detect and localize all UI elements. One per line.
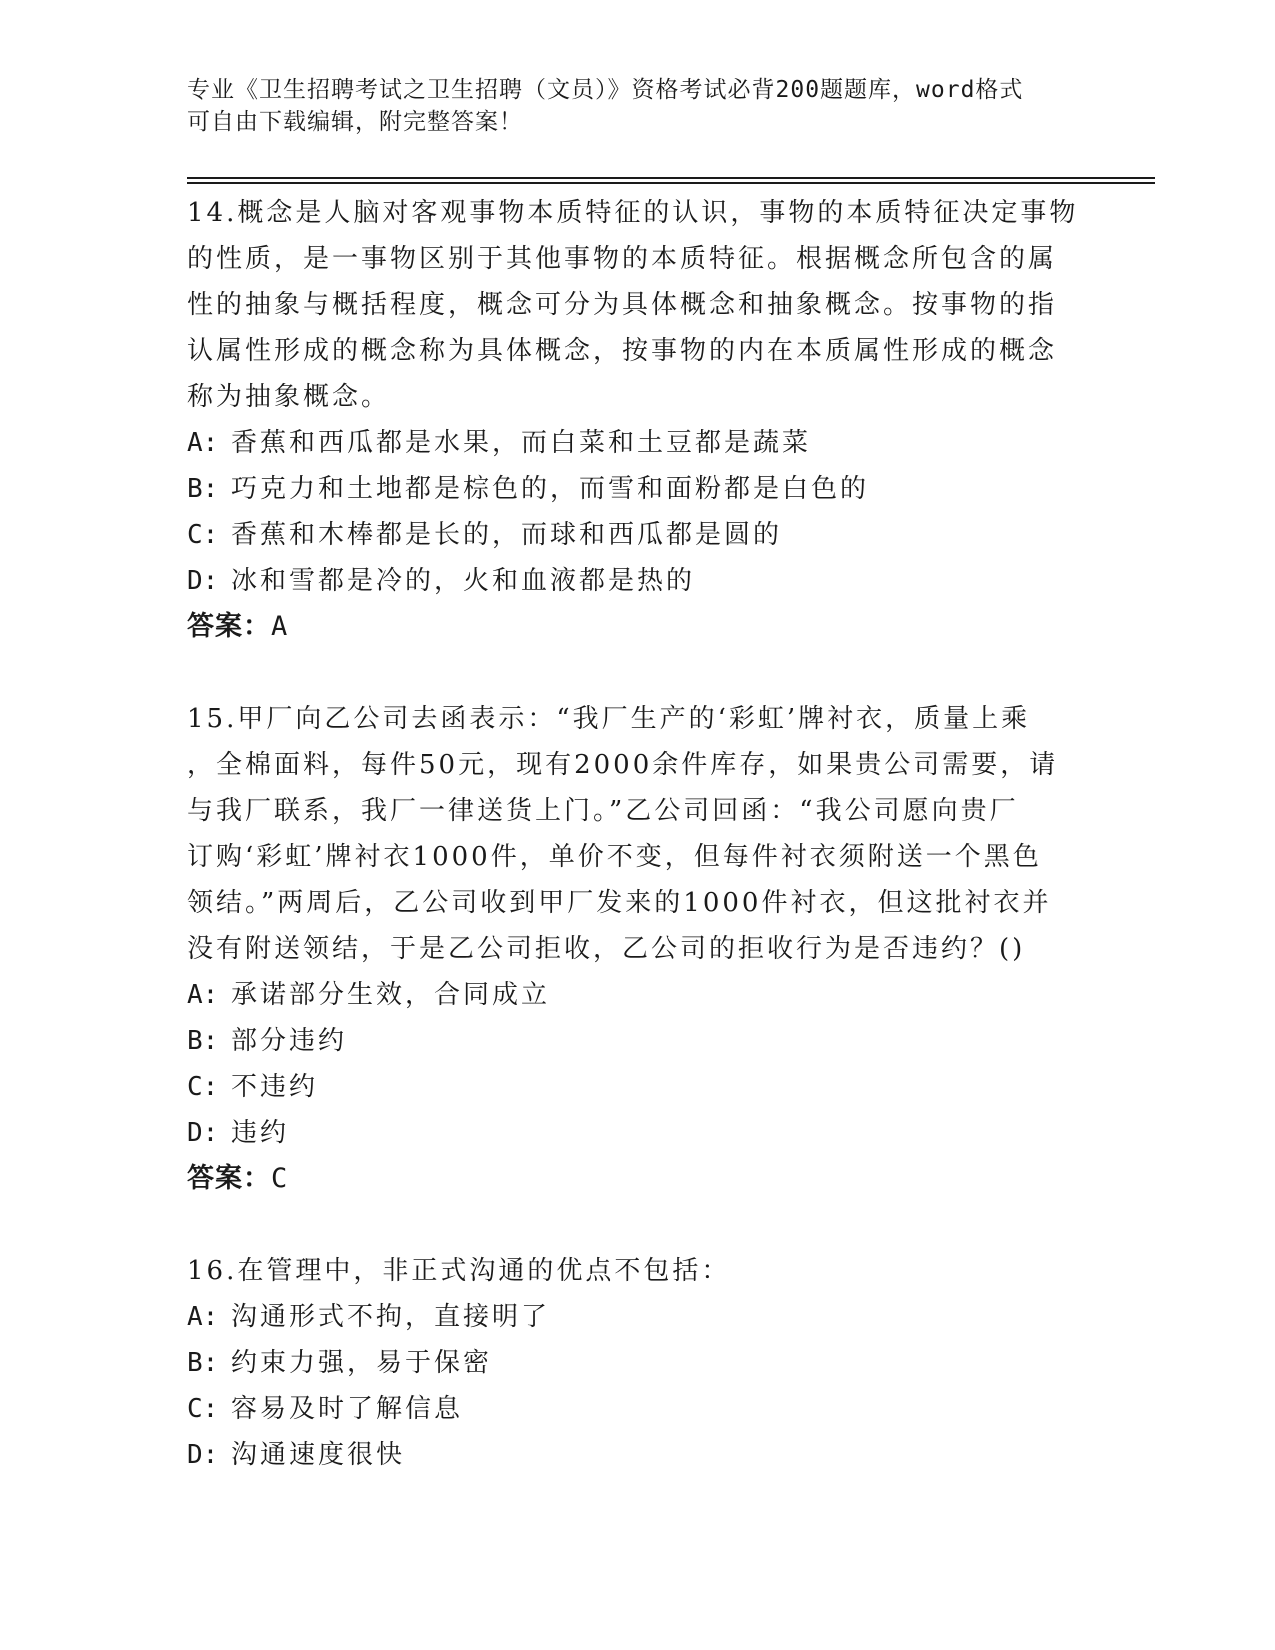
option-letter: D: (187, 566, 219, 596)
option-a (187, 420, 1087, 466)
option-letter: C: (187, 1394, 219, 1424)
option-text: 承诺部分生效，合同成立 (231, 980, 551, 1010)
header-line: 专业《卫生招聘考试之卫生招聘（文员）》资格考试必背200题题库，word格式 (187, 77, 1024, 103)
option-a (187, 1294, 1087, 1340)
option-b (187, 1340, 1087, 1386)
question-line: 性的抽象与概括程度，概念可分为具体概念和抽象概念。按事物的指 (187, 290, 1058, 320)
question-line: ，全棉面料，每件50元，现有2000余件库存，如果贵公司需要，请 (187, 750, 1059, 780)
option-c (187, 1064, 1087, 1110)
option-a (187, 972, 1087, 1018)
header-divider (187, 177, 1155, 179)
question-line: 14.概念是人脑对客观事物本质特征的认识，事物的本质特征决定事物 (187, 198, 1079, 228)
question-line: 没有附送领结，于是乙公司拒收，乙公司的拒收行为是否违约？() (187, 934, 1026, 964)
question-line: 16.在管理中，非正式沟通的优点不包括： (187, 1256, 731, 1286)
header-divider (187, 182, 1155, 184)
option-text: 香蕉和西瓜都是水果，而白菜和土豆都是蔬菜 (231, 428, 812, 458)
answer-line (187, 1156, 1087, 1202)
question-line: 认属性形成的概念称为具体概念，按事物的内在本质属性形成的概念 (187, 336, 1058, 366)
answer-value: A (271, 611, 289, 642)
option-text: 沟通形式不拘，直接明了 (231, 1302, 551, 1332)
option-letter: D: (187, 1118, 219, 1148)
document-header (187, 74, 1087, 138)
option-c (187, 1386, 1087, 1432)
spacer (187, 650, 1087, 696)
question-list (187, 190, 1087, 1478)
option-letter: A: (187, 428, 219, 458)
option-text: 不违约 (231, 1072, 319, 1102)
question-line: 领结。”两周后，乙公司收到甲厂发来的1000件衬衣，但这批衬衣并 (187, 888, 1052, 918)
question-item (187, 696, 1087, 1202)
answer-line (187, 604, 1087, 650)
option-letter: B: (187, 1026, 219, 1056)
option-text: 违约 (231, 1118, 290, 1148)
option-d (187, 1110, 1087, 1156)
option-letter: B: (187, 1348, 219, 1378)
question-item (187, 190, 1087, 650)
option-d (187, 558, 1087, 604)
option-b (187, 1018, 1087, 1064)
option-text: 部分违约 (231, 1026, 348, 1056)
spacer (187, 1202, 1087, 1248)
question-line: 15.甲厂向乙公司去函表示：“我厂生产的‘彩虹’牌衬衣，质量上乘 (187, 704, 1031, 734)
header-line: 可自由下载编辑，附完整答案！ (187, 109, 523, 135)
question-item (187, 1248, 1087, 1478)
option-text: 约束力强，易于保密 (231, 1348, 493, 1378)
option-text: 冰和雪都是冷的，火和血液都是热的 (231, 566, 696, 596)
option-letter: D: (187, 1440, 219, 1470)
answer-value: C (271, 1163, 289, 1194)
answer-label: 答案： (187, 611, 271, 642)
answer-label: 答案： (187, 1163, 271, 1194)
question-text (187, 190, 1087, 420)
option-letter: A: (187, 1302, 219, 1332)
question-line: 订购‘彩虹’牌衬衣1000件，单价不变，但每件衬衣须附送一个黑色 (187, 842, 1042, 872)
option-c (187, 512, 1087, 558)
question-line: 与我厂联系，我厂一律送货上门。”乙公司回函：“我公司愿向贵厂 (187, 796, 1019, 826)
question-line: 称为抽象概念。 (187, 382, 391, 412)
option-text: 容易及时了解信息 (231, 1394, 464, 1424)
option-b (187, 466, 1087, 512)
question-text (187, 696, 1087, 972)
question-text (187, 1248, 1087, 1294)
option-letter: A: (187, 980, 219, 1010)
question-line: 的性质，是一事物区别于其他事物的本质特征。根据概念所包含的属 (187, 244, 1058, 274)
option-letter: C: (187, 1072, 219, 1102)
option-text: 巧克力和土地都是棕色的，而雪和面粉都是白色的 (231, 474, 870, 504)
option-d (187, 1432, 1087, 1478)
option-letter: C: (187, 520, 219, 550)
option-text: 香蕉和木棒都是长的，而球和西瓜都是圆的 (231, 520, 783, 550)
option-letter: B: (187, 474, 219, 504)
option-text: 沟通速度很快 (231, 1440, 406, 1470)
